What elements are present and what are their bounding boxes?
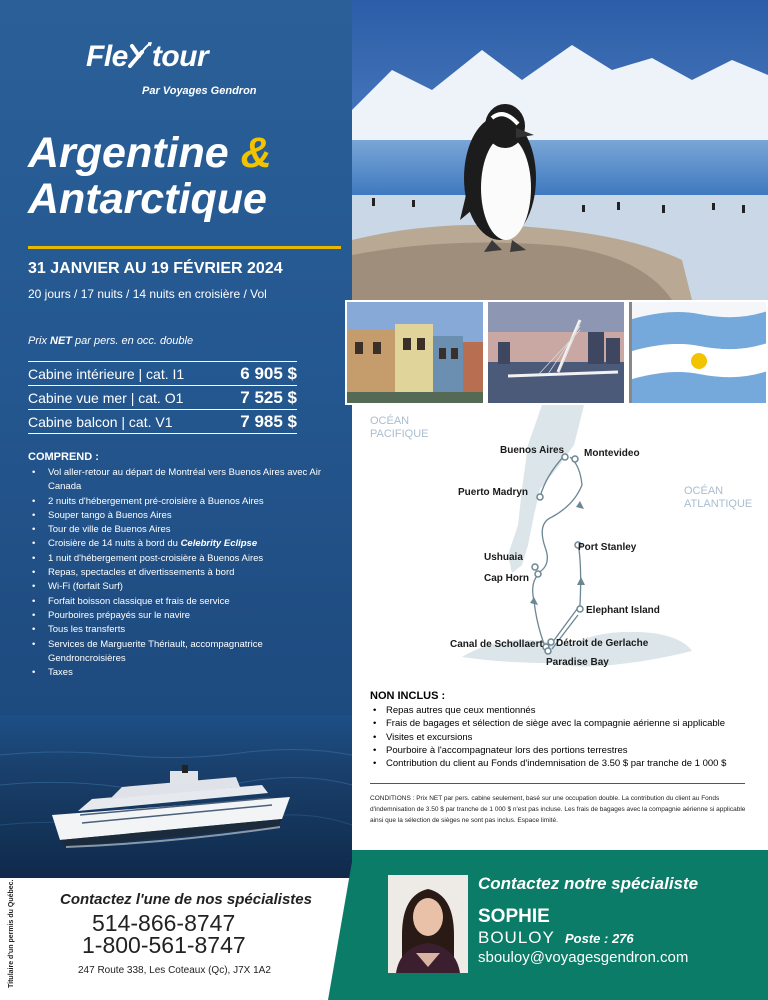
list-item: • 1 nuit d'hébergement post-croisière à Buenos Aires: [32, 552, 332, 566]
map-label-paradise-bay: Paradise Bay: [546, 657, 609, 668]
price-row: [28, 386, 297, 410]
price-note: Prix NET par pers. en occ. double: [28, 335, 194, 347]
list-item: • Tous les transferts: [32, 623, 332, 637]
map-label-port-stanley: Port Stanley: [578, 542, 637, 553]
title-divider: [28, 246, 341, 249]
title-line1: Argentine: [28, 129, 229, 177]
specialist-heading: Contactez notre spécialiste: [478, 874, 699, 893]
left-info-panel: [0, 0, 352, 878]
list-item: • Tour de ville de Buenos Aires: [32, 523, 332, 537]
map-label-ushuaia: Ushuaia: [484, 552, 523, 563]
buenos-aires-street-photo: [345, 300, 485, 405]
list-item: • Contribution du client au Fonds d'indemnisation de 3.50 $ par tranche de 1 000 $: [373, 757, 763, 770]
map-label-elephant-island: Elephant Island: [586, 605, 660, 616]
flextour-logo: [86, 40, 257, 97]
list-item: • Pourboire à l'accompagnateur lors des portions terrestres: [373, 744, 763, 757]
not-included-list: [373, 704, 763, 770]
logo-text-part2: tour: [151, 40, 209, 73]
penguin-hero-image: [352, 0, 768, 300]
list-item: • Croisière de 14 nuits à bord du Celebrity Eclipse: [32, 537, 332, 551]
trip-title: [28, 130, 272, 222]
puerto-madero-bridge-photo: [486, 300, 626, 405]
list-item: • Repas autres que ceux mentionnés: [373, 704, 763, 717]
includes-heading: COMPREND :: [28, 451, 99, 463]
phone-tollfree-link[interactable]: 1-800-561-8747: [82, 932, 246, 958]
ship-name: Celebrity Eclipse: [180, 538, 258, 550]
specialist-first-name: SOPHIE: [478, 906, 550, 927]
trip-duration: 20 jours / 17 nuits / 14 nuits en croisière / Vol: [28, 287, 267, 301]
trip-dates: 31 JANVIER AU 19 FÉVRIER 2024: [28, 260, 283, 277]
price-table: [28, 361, 297, 434]
list-item: • Wi-Fi (forfait Surf): [32, 580, 332, 594]
office-address: 247 Route 338, Les Coteaux (Qc), J7X 1A2: [78, 965, 271, 976]
list-item: • Vol aller-retour au départ de Montréal vers Buenos Aires avec Air Canada: [32, 466, 332, 495]
green-block-notch: [328, 850, 354, 1000]
office-contact-heading: Contactez l'une de nos spécialistes: [60, 891, 312, 908]
list-item: • Pourboires prépayés sur le navire: [32, 609, 332, 623]
specialist-photo: [388, 875, 468, 973]
list-item: • Repas, spectacles et divertissements à bord: [32, 566, 332, 580]
list-item: • Forfait boisson classique et frais de service: [32, 595, 332, 609]
cabin-price: 7 525 $: [240, 387, 297, 407]
pacific-ocean-label: OCÉAN PACIFIQUE: [370, 415, 429, 440]
cabin-label: Cabine intérieure | cat. I1: [28, 365, 185, 382]
cruise-ship-image: [0, 715, 352, 878]
price-row: [28, 410, 297, 434]
includes-list: [32, 466, 332, 680]
license-note: Titulaire d'un permis du Québec.: [8, 879, 15, 988]
list-item: • 2 nuits d'hébergement pré-croisière à Buenos Aires: [32, 495, 332, 509]
cabin-price: 7 985 $: [240, 411, 297, 431]
map-label-detroit-gerlache: Détroit de Gerlache: [556, 638, 649, 649]
list-item: • Visites et excursions: [373, 731, 763, 744]
logo-x-mark: [128, 42, 152, 68]
map-label-cap-horn: Cap Horn: [484, 573, 529, 584]
specialist-extension: Poste : 276: [565, 931, 634, 946]
cabin-price: 6 905 $: [240, 363, 297, 383]
argentina-flag-photo: [627, 300, 768, 405]
price-row: [28, 362, 297, 386]
phone-local-link[interactable]: 514-866-8747: [92, 910, 236, 936]
logo-tagline: Par Voyages Gendron: [142, 85, 257, 97]
list-item: • Souper tango à Buenos Aires: [32, 509, 332, 523]
map-label-canal-schollaert: Canal de Schollaert: [450, 639, 543, 650]
list-item: • Frais de bagages et sélection de siège avec la compagnie aérienne si applicable: [373, 717, 763, 730]
cabin-label: Cabine balcon | cat. V1: [28, 413, 173, 430]
map-label-puerto-madryn: Puerto Madryn: [458, 487, 529, 498]
not-included-heading: NON INCLUS :: [370, 690, 446, 702]
atlantic-ocean-label: OCÉAN ATLANTIQUE: [684, 485, 753, 510]
conditions-divider: [370, 783, 745, 784]
map-label-buenos-aires: Buenos Aires: [500, 445, 565, 456]
specialist-email-link[interactable]: sbouloy@voyagesgendron.com: [478, 949, 689, 966]
logo-text-part1: Fle: [86, 40, 128, 73]
title-line2: Antarctique: [28, 175, 267, 223]
map-label-montevideo: Montevideo: [584, 448, 640, 459]
conditions-text: CONDITIONS : Prix NET par pers. cabine seulement, basé sur une occupation double. La contribution du client au Fonds d'indemnisation de 3.50 $ par tranche de 1 000 $ n'est pas incluse. Les frais de bagages avec la compagnie aérienne si applicable ainsi que la sélection de sièges ne sont pas inclus. Espace limité.: [370, 795, 746, 824]
itinerary-map: [352, 405, 768, 685]
list-item: • Services de Marguerite Thériault, accompagnatrice Gendroncroisières: [32, 638, 332, 667]
list-item: • Taxes: [32, 666, 332, 680]
specialist-last-name: BOULOY: [478, 928, 555, 947]
title-ampersand: &: [240, 129, 272, 177]
cabin-label: Cabine vue mer | cat. O1: [28, 389, 184, 406]
